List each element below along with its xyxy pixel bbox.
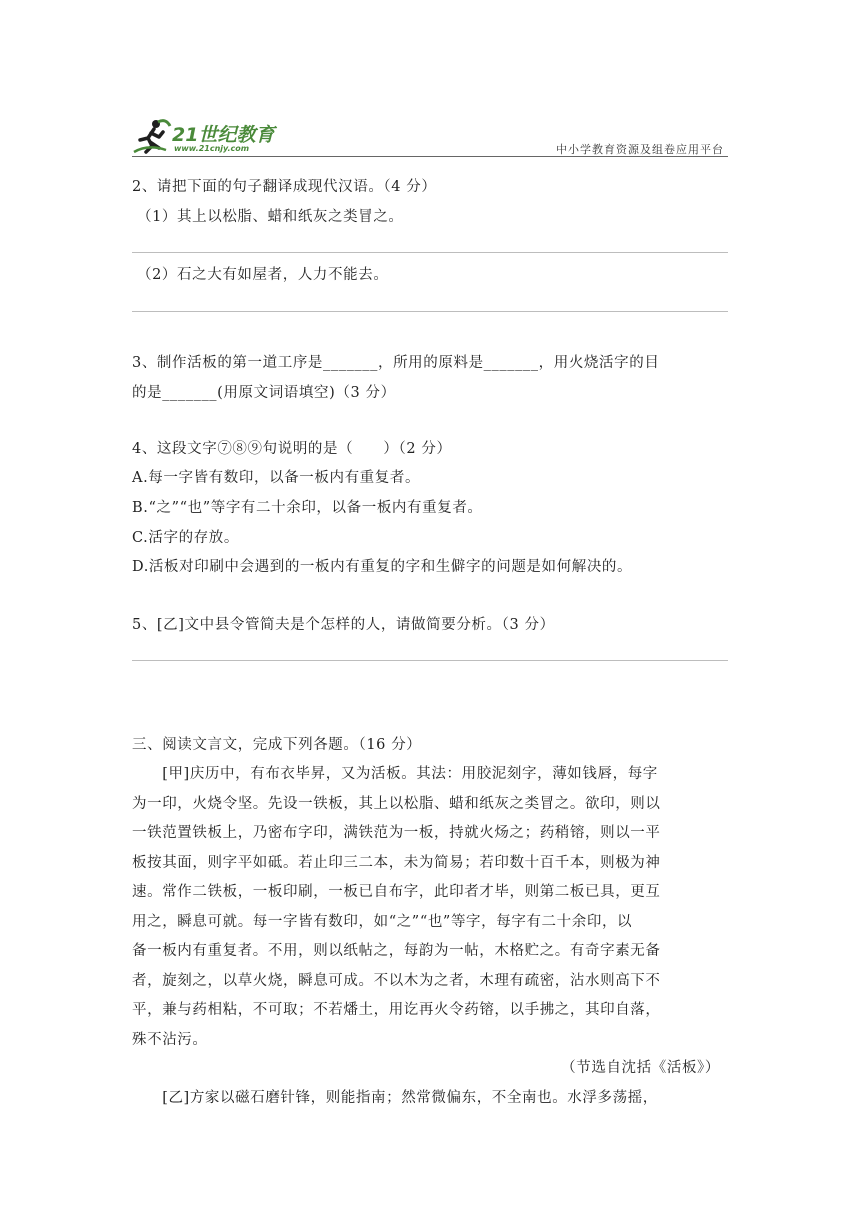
passage-jia-line: [甲]庆历中，有布衣毕昇，又为活板。其法：用胶泥刻字，薄如钱唇，每字 — [132, 766, 658, 782]
passage-jia-line: 用之，瞬息可就。每一字皆有数印，如“之”“也”等字，每字有二十余印，以 — [132, 914, 633, 930]
question-4-option-c: C.活字的存放。 — [132, 530, 239, 546]
passage-jia-line: 板按其面，则字平如砥。若止印三二本，未为简易；若印数十百千本，则极为神 — [132, 855, 661, 871]
question-4-title: 4、这段文字⑦⑧⑨句说明的是（ ）（2 分） — [132, 441, 452, 457]
question-3-line-1: 3、制作活板的第一道工序是_______，所用的原料是_______，用火烧活字的目 — [132, 355, 660, 371]
question-4-option-b: B.“之”“也”等字有二十余印，以备一板内有重复者。 — [132, 500, 483, 516]
question-4-option-a: A.每一字皆有数印，以备一板内有重复者。 — [132, 470, 421, 486]
logo-url: www.21cnjy.com — [174, 144, 250, 153]
logo-text: 21世纪教育 — [172, 124, 275, 146]
question-2-item-2: （2）石之大有如屋者，人力不能去。 — [137, 267, 389, 283]
section-3-title: 三、阅读文言文，完成下列各题。（16 分） — [132, 737, 422, 753]
passage-jia-line: 平，兼与药相粘，不可取；不若燔土，用讫再火令药镕，以手拂之，其印自落， — [132, 1002, 661, 1018]
passage-yi-line: [乙]方家以磁石磨针锋，则能指南；然常微偏东，不全南也。水浮多荡摇， — [132, 1090, 658, 1106]
header-divider — [132, 156, 728, 157]
passage-attribution: （节选自沈括《活板》） — [561, 1060, 720, 1076]
runner-logo-icon — [132, 118, 172, 154]
passage-jia-line: 备一板内有重复者。不用，则以纸帖之，每韵为一帖，木格贮之。有奇字素无备 — [132, 943, 661, 959]
question-2-title: 2、请把下面的句子翻译成现代汉语。（4 分） — [132, 179, 437, 195]
logo — [132, 118, 292, 158]
platform-name: 中小学教育资源及组卷应用平台 — [556, 143, 724, 156]
question-5-title: 5、[乙]文中县令管简夫是个怎样的人，请做简要分析。（3 分） — [132, 617, 555, 633]
passage-jia-line: 为一印，火烧令坚。先设一铁板，其上以松脂、蜡和纸灰之类冒之。欲印，则以 — [132, 796, 661, 812]
passage-jia-line: 殊不沾污。 — [132, 1032, 208, 1048]
question-2-item-1: （1）其上以松脂、蜡和纸灰之类冒之。 — [137, 209, 404, 225]
question-3-line-2: 的是_______(用原文词语填空)（3 分） — [132, 385, 396, 401]
answer-line — [132, 311, 728, 312]
passage-jia-line: 者，旋刻之，以草火烧，瞬息可成。不以木为之者，木理有疏密，沾水则高下不 — [132, 973, 661, 989]
page-header — [132, 118, 728, 158]
passage-jia-line: 速。常作二铁板，一板印刷，一板已自布字，此印者才毕，则第二板已具，更互 — [132, 884, 661, 900]
answer-line — [132, 252, 728, 253]
passage-jia-line: 一铁范置铁板上，乃密布字印，满铁范为一板，持就火炀之；药稍镕，则以一平 — [132, 825, 661, 841]
answer-line — [132, 660, 728, 661]
question-4-option-d: D.活板对印刷中会遇到的一板内有重复的字和生僻字的问题是如何解决的。 — [132, 559, 633, 575]
